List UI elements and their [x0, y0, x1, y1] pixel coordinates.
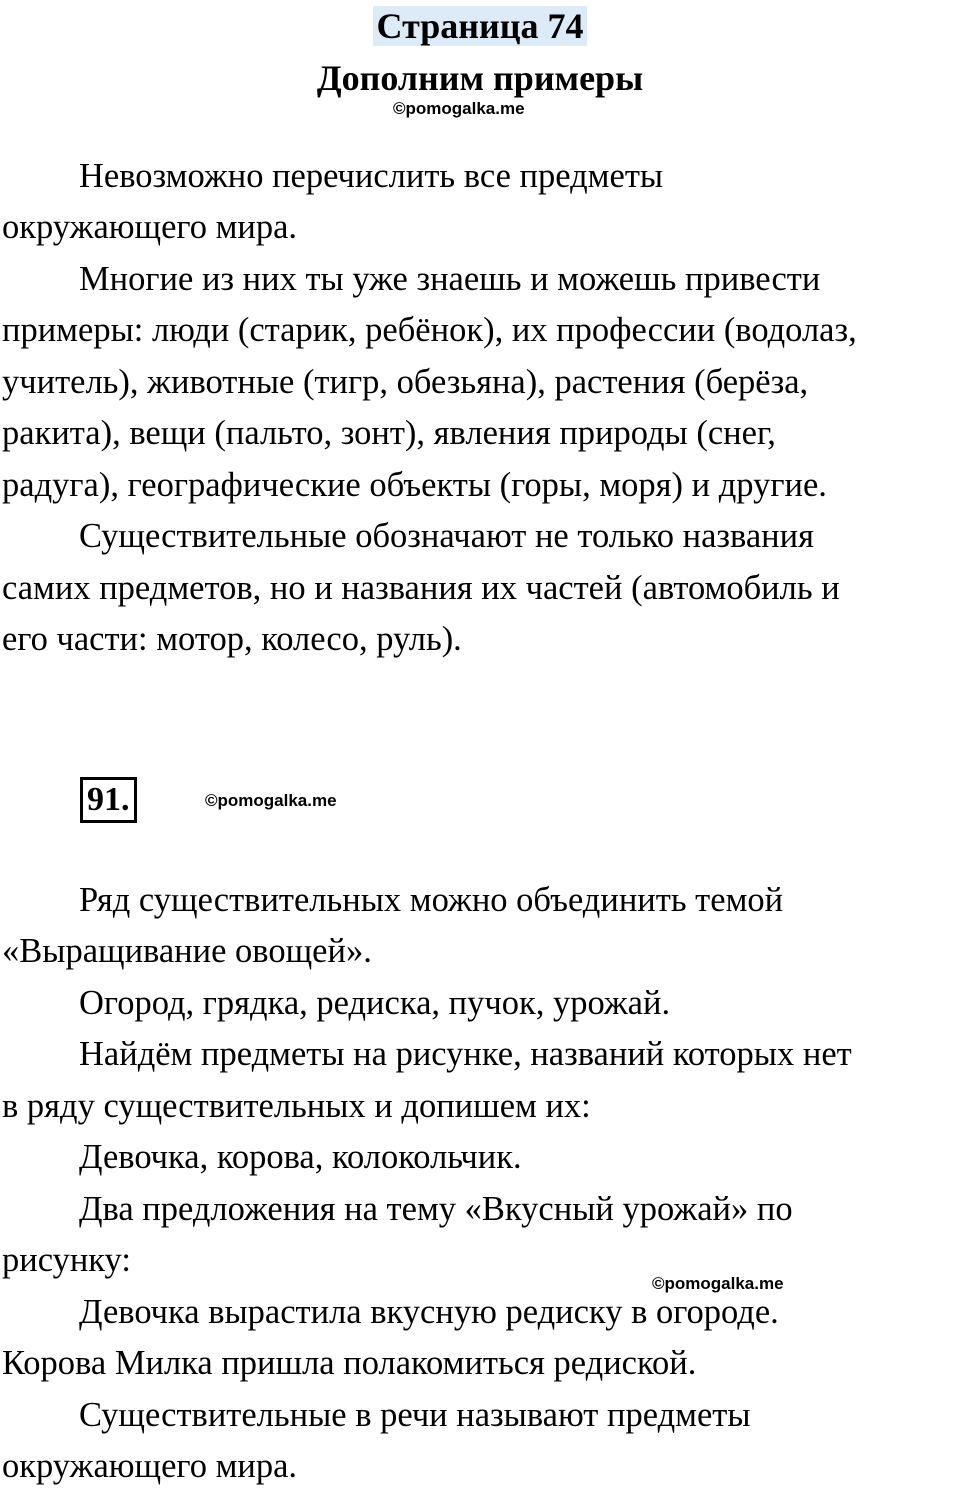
text-line: примеры: люди (старик, ребёнок), их профессии (водолаз,: [2, 311, 857, 349]
text-line: Девочка, корова, колокольчик.: [79, 1138, 522, 1176]
watermark: ©pomogalka.me: [652, 1274, 784, 1293]
text-line: ракита), вещи (пальто, зонт), явления природы (снег,: [2, 414, 776, 452]
text-line: окружающего мира.: [2, 208, 298, 246]
text-line: рисунку:: [2, 1241, 131, 1279]
text-line: Многие из них ты уже знаешь и можешь привести: [79, 260, 821, 298]
text-line: Существительные в речи называют предметы: [79, 1396, 751, 1434]
page-title: Страница 74: [0, 4, 960, 48]
exercise-number: 91.: [80, 777, 137, 823]
text-line: самих предметов, но и названия их частей (автомобиль и: [2, 569, 840, 607]
section-title: Дополним примеры: [316, 58, 644, 98]
text-line: в ряду существительных и допишем их:: [2, 1087, 591, 1125]
text-line: его части: мотор, колесо, руль).: [2, 620, 462, 658]
text-line: «Выращивание овощей».: [2, 932, 372, 970]
text-line: окружающего мира.: [2, 1447, 298, 1485]
text-line: Ряд существительных можно объединить темой: [79, 881, 784, 919]
text-line: Невозможно перечислить все предметы: [79, 157, 664, 195]
watermark: ©pomogalka.me: [205, 791, 337, 810]
text-line: Девочка вырастила вкусную редиску в огороде.: [79, 1293, 779, 1331]
watermark: ©pomogalka.me: [393, 99, 525, 118]
text-line: Найдём предметы на рисунке, названий которых нет: [79, 1035, 852, 1073]
text-line: учитель), животные (тигр, обезьяна), растения (берёза,: [2, 363, 809, 401]
text-line: Корова Милка пришла полакомиться редиской.: [2, 1344, 697, 1382]
text-line: Два предложения на тему «Вкусный урожай» по: [79, 1190, 793, 1228]
text-line: радуга), географические объекты (горы, моря) и другие.: [2, 466, 827, 504]
text-line: Огород, грядка, редиска, пучок, урожай.: [79, 984, 671, 1022]
text-line: Существительные обозначают не только названия: [79, 517, 814, 555]
